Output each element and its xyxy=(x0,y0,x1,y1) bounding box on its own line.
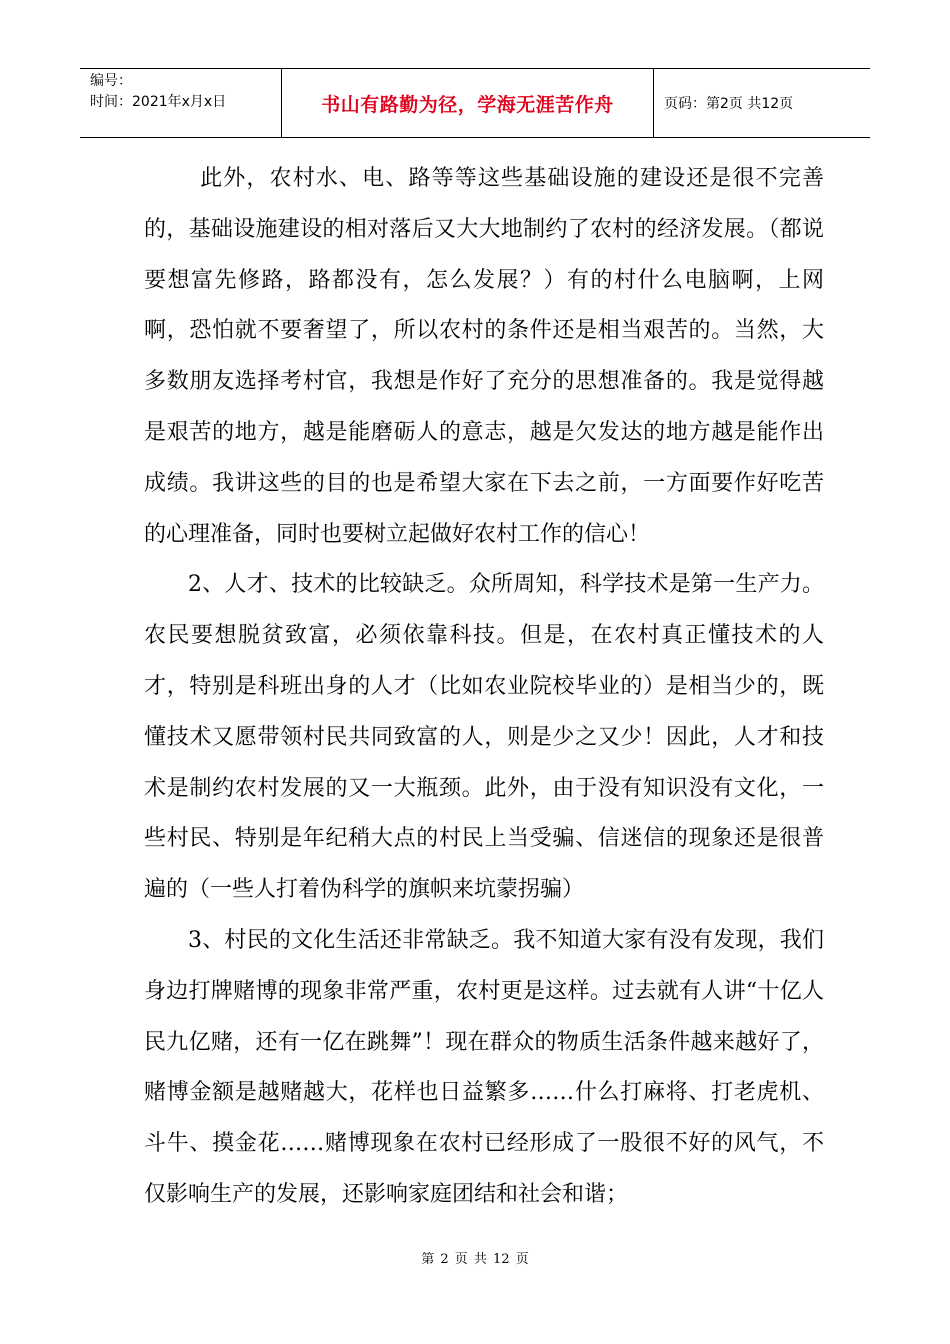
document-body xyxy=(144,154,824,1221)
paragraph-cultural-life: 3、村民的文化生活还非常缺乏。我不知道大家有没有发现，我们身边打牌赌博的现象非常严重，农村更是这样。过去就有人讲“十亿人民九亿赌，还有一亿在跳舞”！现在群众的物质生活条件越来越好了，赌博金额是越赌越大，花样也日益繁多……什么打麻将、打老虎机、斗牛、摸金花……赌博现象在农村已经形成了一股很不好的风气，不仅影响生产的发展，还影响家庭团结和社会和谐； xyxy=(144,927,824,1207)
header-page-info: 页码：第2页 共12页 xyxy=(664,96,794,112)
paragraph-infrastructure: 此外，农村水、电、路等等这些基础设施的建设还是很不完善的，基础设施建设的相对落后又大大地制约了农村的经济发展。（都说要想富先修路，路都没有，怎么发展？）有的村什么电脑啊，上网啊，恐怕就不要奢望了，所以农村的条件还是相当艰苦的。当然，大多数朋友选择考村官，我想是作好了充分的思想准备的。我是觉得越是艰苦的地方，越是能磨砺人的意志，越是欠发达的地方越是能作出成绩。我讲这些的目的也是希望大家在下去之前，一方面要作好吃苦的心理准备，同时也要树立起做好农村工作的信心！ xyxy=(144,166,824,547)
document-header xyxy=(80,68,870,138)
document-date: 时间：2021年x月x日 xyxy=(90,94,227,110)
header-meta xyxy=(80,69,282,137)
paragraph-talent-technology: 2、人才、技术的比较缺乏。众所周知，科学技术是第一生产力。农民要想脱贫致富，必须依靠科技。但是，在农村真正懂技术的人才，特别是科班出身的人才（比如农业院校毕业的）是相当少的，既懂技术又愿带领村民共同致富的人，则是少之又少！因此，人才和技术是制约农村发展的又一大瓶颈。此外，由于没有知识没有文化，一些村民、特别是年纪稍大点的村民上当受骗、信迷信的现象还是很普遍的（一些人打着伪科学的旗帜来坑蒙拐骗） xyxy=(144,572,824,903)
document-number-label: 编号： xyxy=(90,73,132,89)
header-motto: 书山有路勤为径，学海无涯苦作舟 xyxy=(282,69,654,137)
page-footer: 第 2 页 共 12 页 xyxy=(421,1252,529,1267)
